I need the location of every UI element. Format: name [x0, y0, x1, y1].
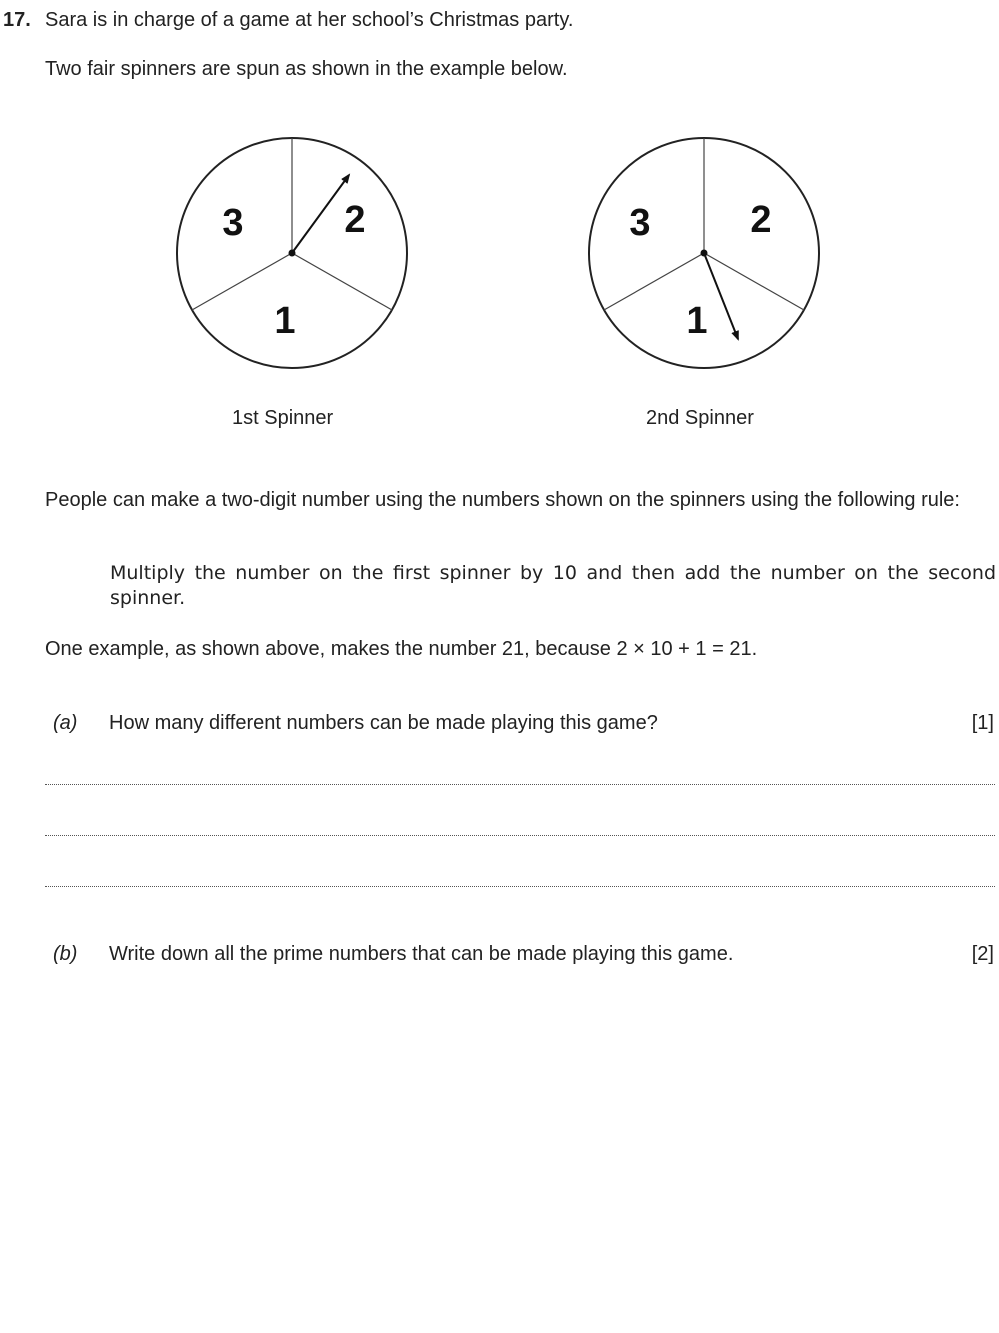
spinner-2	[589, 138, 819, 368]
spinner-arrow	[704, 253, 738, 339]
question-setup: Two fair spinners are spun as shown in the example below.	[45, 58, 568, 80]
spinner-2-section-2: 2	[750, 199, 772, 241]
spinner-2-label: 2nd Spinner	[646, 407, 754, 429]
answer-line[interactable]	[45, 886, 995, 887]
spinner-1-label: 1st Spinner	[232, 407, 334, 429]
part-b-marks: [2]	[971, 943, 994, 965]
spinner-1-section-3: 3	[222, 202, 244, 244]
spinner-2-section-1: 1	[686, 300, 708, 342]
spinner-1-section-2: 2	[344, 199, 366, 241]
part-a-label: (a)	[53, 712, 78, 734]
spinner-arrow	[292, 175, 349, 253]
spinner-2-section-3: 3	[629, 202, 651, 244]
answer-line[interactable]	[45, 784, 995, 785]
part-b-text: Write down all the prime numbers that can be made playing this game.	[109, 943, 734, 965]
part-b-label: (b)	[53, 943, 78, 965]
part-a-text: How many different numbers can be made playing this game?	[109, 712, 658, 734]
question-number: 17.	[3, 9, 31, 31]
question-intro: Sara is in charge of a game at her school’s Christmas party.	[45, 9, 574, 31]
spinner-1-section-1: 1	[274, 300, 296, 342]
part-a-marks: [1]	[971, 712, 994, 734]
answer-line[interactable]	[45, 835, 995, 836]
spinners-figure	[0, 0, 999, 450]
spinner-1	[177, 138, 407, 368]
example-text: One example, as shown above, makes the number 21, because 2 × 10 + 1 = 21.	[45, 638, 758, 660]
rule-intro: People can make a two-digit number using the numbers shown on the spinners using the following rule:	[45, 489, 960, 511]
rule-text: Multiply the number on the first spinner by 10 and then add the number on the second spinner.	[110, 562, 996, 609]
